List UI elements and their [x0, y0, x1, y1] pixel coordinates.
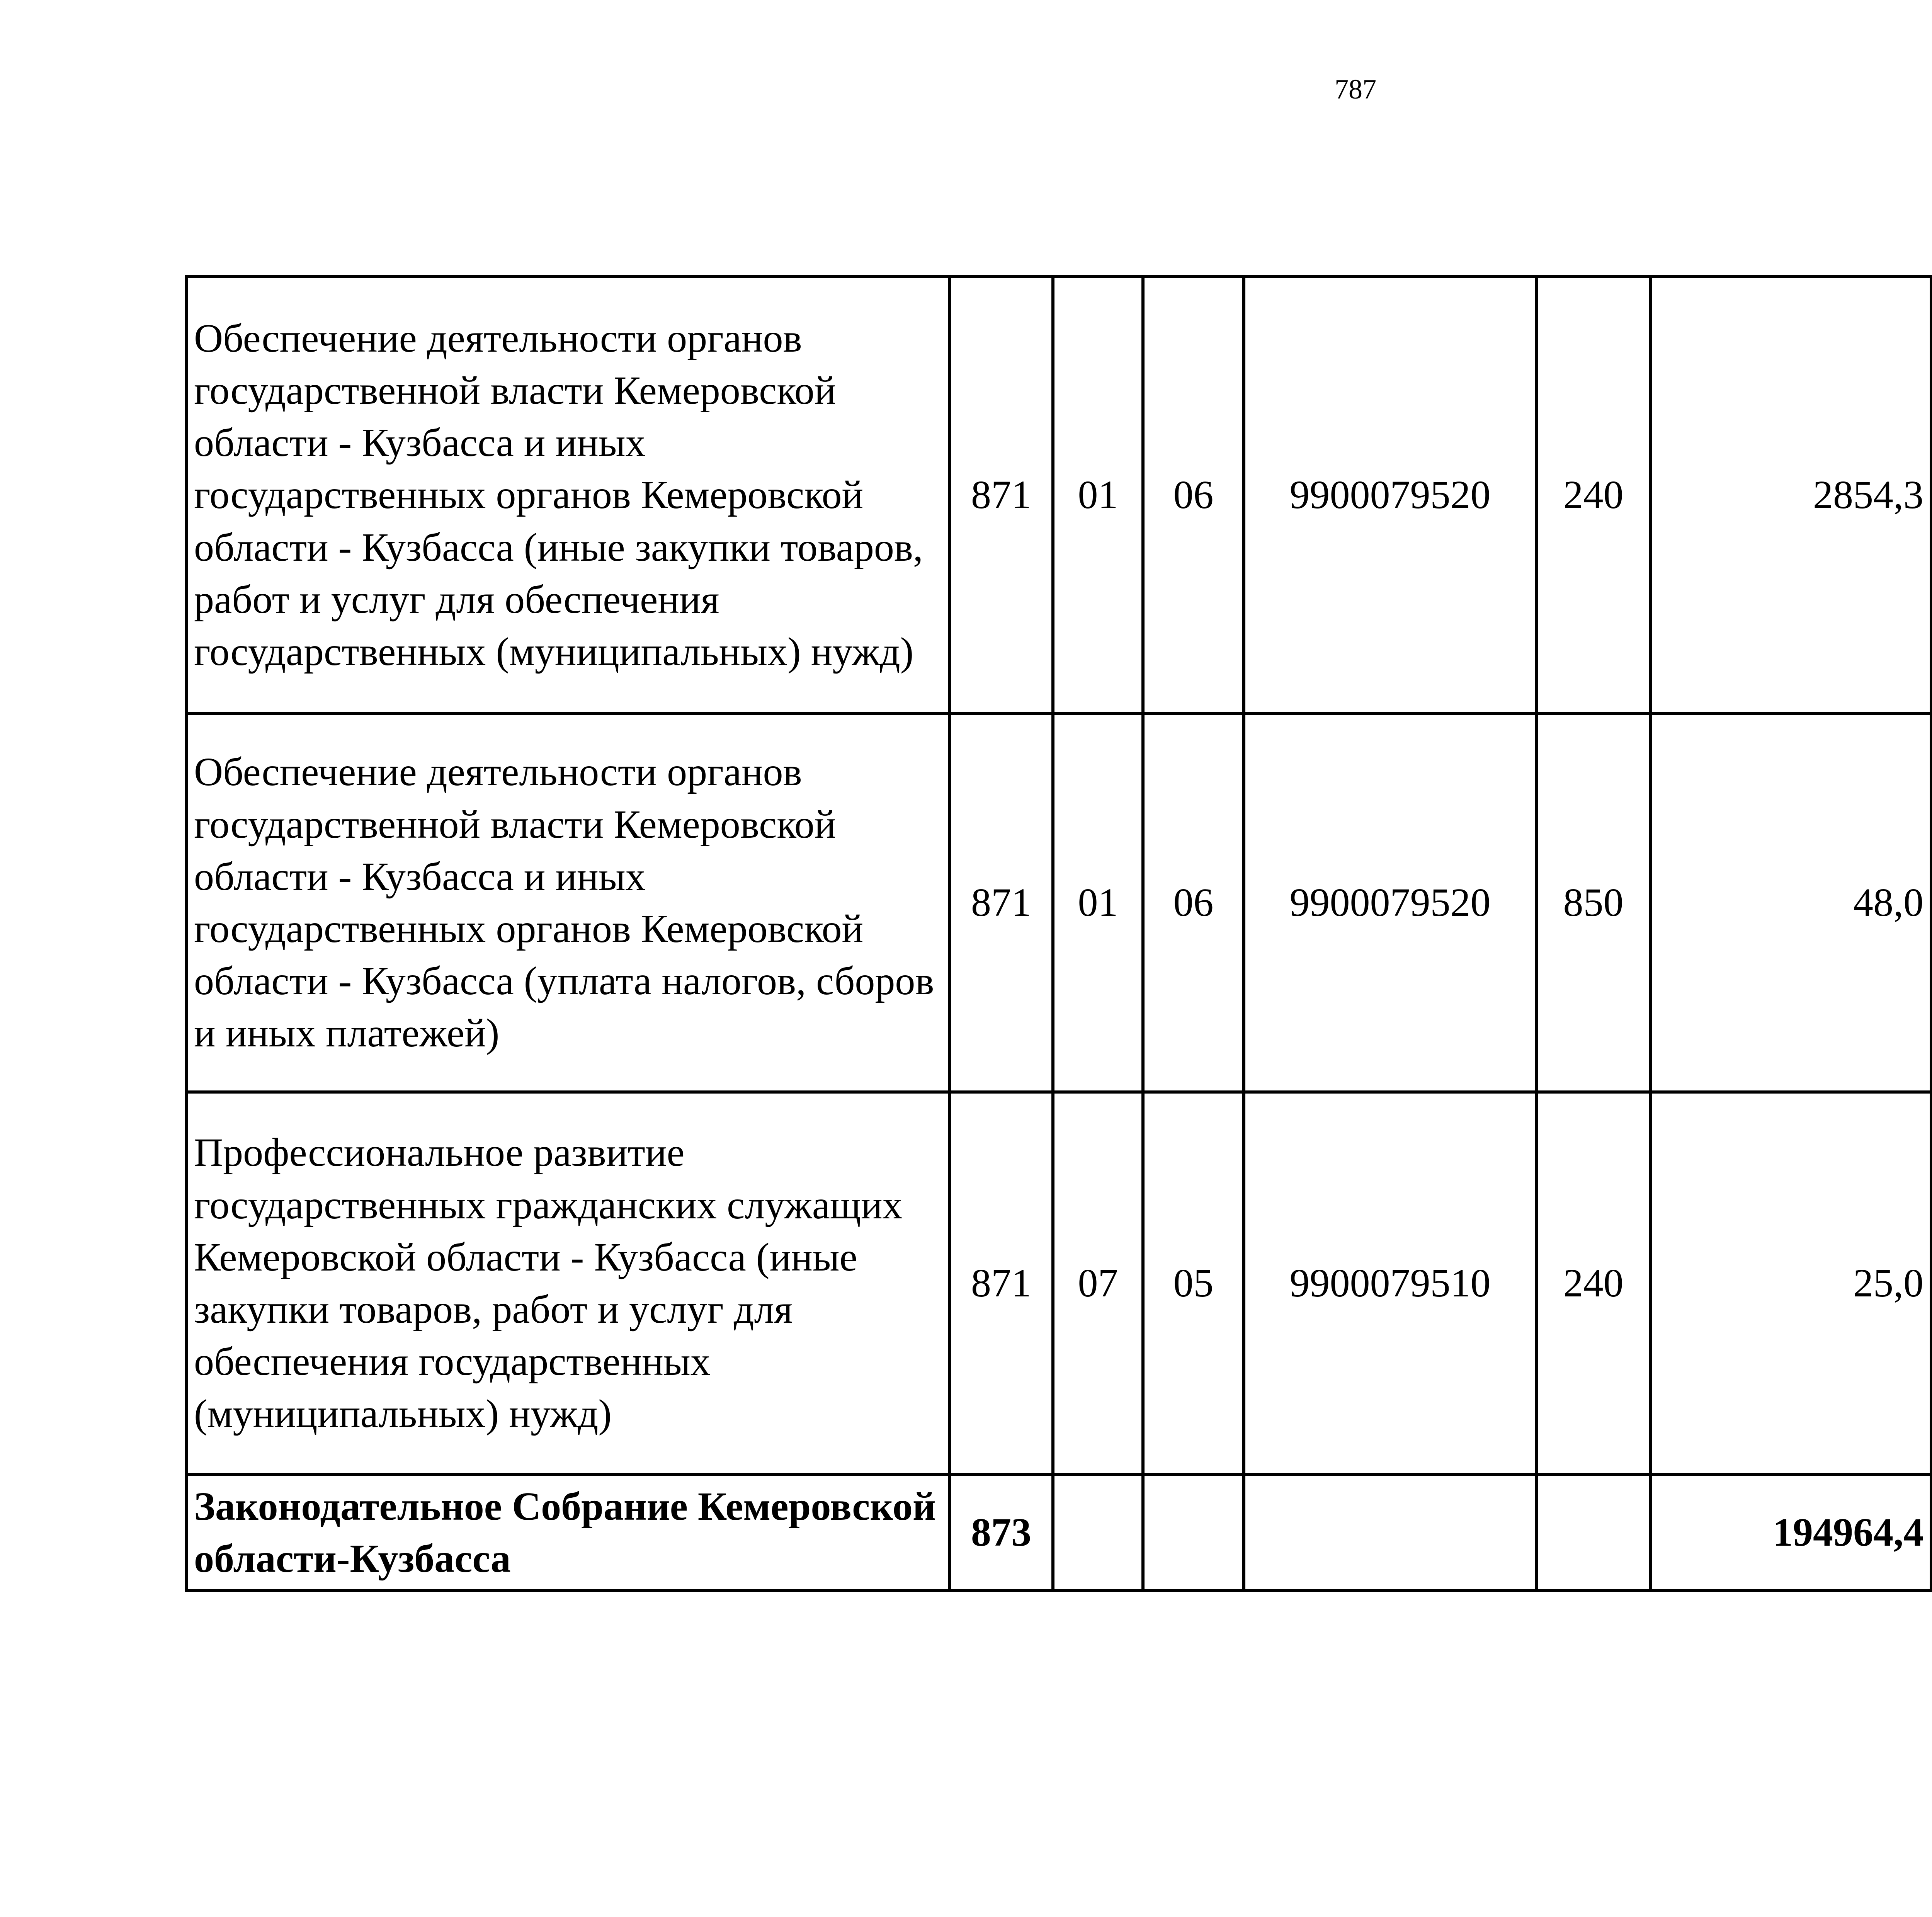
page-number: 787: [1335, 74, 1376, 105]
section-code: 07: [1053, 1092, 1143, 1475]
target-article-code: 9900079510: [1244, 1092, 1536, 1475]
amount-1: 2854,3: [1650, 277, 1931, 713]
subsection-code: 05: [1143, 1092, 1244, 1475]
table-row: [186, 1092, 1932, 1475]
ministry-code: 871: [949, 277, 1053, 713]
budget-table: [185, 275, 1932, 1592]
amount-1: 25,0: [1650, 1092, 1931, 1475]
amount-1: 194964,4: [1650, 1475, 1931, 1590]
row-name: Профессиональное развитие государственных гражданских служащих Кемеровской области - Кузбасса (иные закупки товаров, работ и услуг для обеспечения государственных (муниципальных) нужд): [186, 1092, 949, 1475]
amount-1: 48,0: [1650, 713, 1931, 1092]
expense-type-code: 240: [1536, 277, 1650, 713]
ministry-code: 871: [949, 713, 1053, 1092]
subsection-code: 06: [1143, 713, 1244, 1092]
expense-type-code: 850: [1536, 713, 1650, 1092]
target-article-code: [1244, 1475, 1536, 1590]
subsection-code: [1143, 1475, 1244, 1590]
table-row: [186, 713, 1932, 1092]
section-code: 01: [1053, 713, 1143, 1092]
target-article-code: 9900079520: [1244, 277, 1536, 713]
section-code: 01: [1053, 277, 1143, 713]
ministry-code: 871: [949, 1092, 1053, 1475]
table-row-total: [186, 1475, 1932, 1590]
subsection-code: 06: [1143, 277, 1244, 713]
ministry-code: 873: [949, 1475, 1053, 1590]
row-name: Обеспечение деятельности органов государственной власти Кемеровской области - Кузбасса и иных государственных органов Кемеровской области - Кузбасса (иные закупки товаров, работ и услуг для обеспечения государственных (муниципальных) нужд): [186, 277, 949, 713]
target-article-code: 9900079520: [1244, 713, 1536, 1092]
expense-type-code: [1536, 1475, 1650, 1590]
table-row: [186, 277, 1932, 713]
row-name: Обеспечение деятельности органов государственной власти Кемеровской области - Кузбасса и иных государственных органов Кемеровской области - Кузбасса (уплата налогов, сборов и иных платежей): [186, 713, 949, 1092]
expense-type-code: 240: [1536, 1092, 1650, 1475]
row-name: Законодательное Собрание Кемеровской области-Кузбасса: [186, 1475, 949, 1590]
section-code: [1053, 1475, 1143, 1590]
